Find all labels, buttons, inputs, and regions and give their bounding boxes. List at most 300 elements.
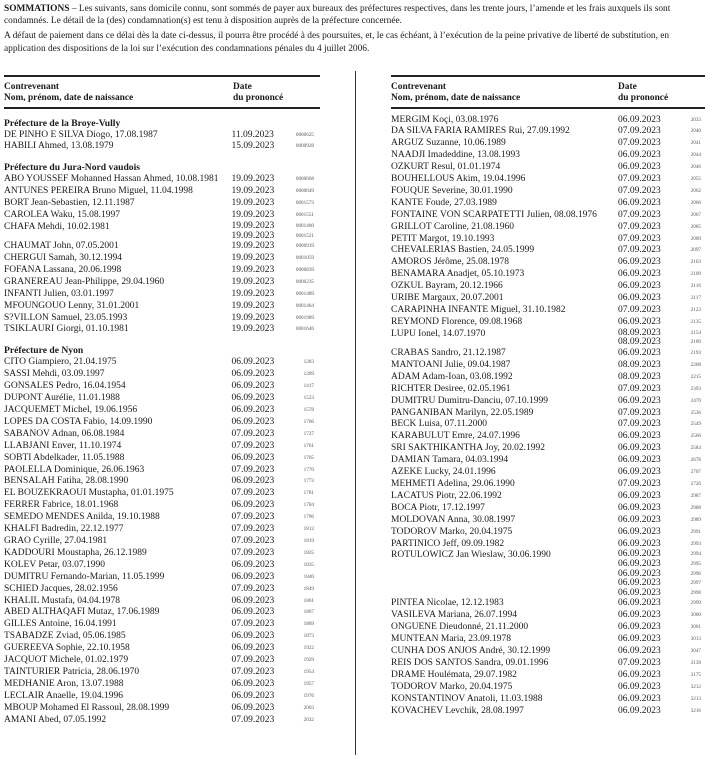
table-row — [391, 515, 708, 527]
table-row — [4, 417, 320, 429]
reference-list — [675, 479, 707, 491]
reference-number: 0001460 — [295, 222, 314, 229]
reference-list — [288, 476, 320, 488]
contrevenant-name: KOVACHEV Levchik, 28.08.1997 — [391, 705, 524, 716]
table-row — [4, 667, 320, 679]
date-prononce-list — [618, 491, 675, 503]
date-prononce-list — [232, 536, 289, 548]
reference-list — [288, 560, 320, 572]
contrevenant-name: FONTAINE VON SCARPATETTI Julien, 08.08.1976 — [391, 209, 597, 220]
reference-number: 0001464 — [295, 302, 314, 309]
table-row — [391, 150, 708, 162]
contrevenant-name: DRAMÉ Houlémata, 29.07.1982 — [391, 669, 517, 680]
contrevenant-name: BENSALAH Fatiha, 28.08.1990 — [4, 476, 129, 487]
reference-number: 1957 — [303, 680, 314, 687]
date-prononce-list — [232, 560, 289, 572]
date-prononce: 06.09.2023 — [231, 369, 275, 380]
table-row — [391, 443, 708, 455]
reference-number: 2215 — [690, 373, 701, 380]
contrevenant-name: ARGUZ Suzanne, 10.06.1989 — [391, 138, 506, 149]
table-row — [4, 691, 320, 703]
reference-number: 3213 — [690, 695, 701, 702]
contrevenant-name: CRABAS Sandro, 21.12.1987 — [391, 348, 506, 358]
date-prononce: 06.09.2023 — [618, 634, 661, 645]
contrevenant-name: LACATUS Piotr, 22.06.1992 — [391, 490, 502, 501]
date-prononce: 06.09.2023 — [618, 693, 661, 704]
date-prononce-list — [232, 393, 289, 405]
date-prononce-list — [618, 210, 675, 222]
reference-number: 0000928 — [295, 143, 314, 150]
table-row — [391, 682, 708, 694]
contrevenant-name: KARABULUT Emre, 24.07.1996 — [391, 431, 520, 442]
reference-list — [288, 441, 320, 453]
header-col1-line1: Contrevenant — [391, 82, 447, 92]
date-prononce: 06.09.2023 — [231, 571, 275, 582]
reference-number: 1727 — [303, 430, 314, 437]
reference-list — [288, 381, 320, 393]
contrevenant-name: BOCA Piotr, 17.12.1997 — [391, 502, 485, 513]
table-row — [4, 548, 320, 560]
reference-list — [675, 694, 707, 706]
date-prononce: 06.09.2023 — [618, 598, 661, 609]
reference-list — [675, 162, 707, 174]
date-prononce: 06.09.2023 — [231, 631, 275, 642]
header-col2-line2: du prononcé — [233, 92, 284, 103]
date-prononce-list — [618, 222, 675, 234]
reference-list — [288, 536, 320, 548]
reference-number: 1796 — [303, 514, 314, 521]
date-prononce: 19.09.2023 — [231, 300, 275, 311]
contrevenant-name: AMOROS Jérôme, 25.08.1978 — [391, 257, 509, 268]
reference-number: 1784 — [303, 502, 314, 509]
reference-number: 2995 — [690, 561, 701, 567]
column-divider — [355, 71, 356, 755]
date-prononce: 11.09.2023 — [231, 129, 274, 140]
date-prononce-list — [232, 572, 289, 584]
reference-list — [675, 646, 707, 658]
reference-list — [288, 141, 320, 153]
date-prononce: 19.09.2023 — [231, 288, 275, 299]
reference-list — [288, 631, 320, 643]
reference-number: 2707 — [690, 469, 701, 476]
table-row — [4, 619, 320, 631]
reference-number: 1283 — [303, 359, 314, 366]
table-row — [4, 130, 320, 142]
date-prononce: 07.09.2023 — [618, 209, 661, 220]
reference-number: 1761 — [303, 442, 314, 449]
date-prononce: 06.09.2023 — [618, 269, 661, 280]
right-column — [391, 75, 708, 717]
reference-number: 1578 — [303, 407, 314, 413]
reference-number: 1289 — [303, 371, 314, 378]
table-row — [391, 634, 708, 646]
intro-text — [4, 3, 709, 58]
reference-list — [675, 138, 707, 150]
table-row — [391, 550, 708, 598]
reference-list — [675, 384, 707, 396]
date-prononce: 06.09.2023 — [618, 395, 661, 406]
contrevenant-name: ABO YOUSSEF Mohanned Hassan Ahmed, 10.08.1981 — [4, 174, 219, 185]
table-row — [391, 281, 708, 293]
reference-list — [288, 357, 320, 369]
date-prononce-list — [618, 384, 675, 396]
date-prononce: 07.09.2023 — [618, 305, 661, 315]
date-prononce-list — [232, 253, 289, 265]
prefecture-section-title: Préfecture de Nyon — [4, 345, 84, 357]
date-prononce-list — [232, 198, 289, 210]
date-prononce-list — [232, 607, 289, 619]
date-prononce: 06.09.2023 — [231, 595, 275, 606]
reference-number: 2988 — [690, 504, 701, 511]
reference-number: 2997 — [690, 580, 701, 587]
reference-number: 1770 — [303, 466, 314, 473]
contrevenant-name: CHAUMAT John, 07.05.2001 — [4, 241, 119, 252]
contrevenant-name: CHAFA Mehdi, 10.02.1981 — [4, 221, 110, 232]
reference-list — [288, 715, 320, 727]
reference-list — [675, 305, 707, 317]
reference-number: 2135 — [690, 318, 701, 325]
reference-number: 1867 — [303, 609, 314, 616]
date-prononce: 07.09.2023 — [618, 407, 661, 418]
table-row — [4, 253, 320, 265]
reference-number: 0001059 — [295, 255, 314, 262]
table-row — [4, 393, 320, 405]
contrevenant-name: DAMIAN Tamara, 04.03.1994 — [391, 455, 509, 466]
reference-number: 2726 — [690, 480, 701, 487]
reference-number: 2584 — [690, 445, 701, 452]
contrevenant-name: LUPU Ionel, 14.07.1970 — [391, 328, 486, 339]
date-prononce-list — [618, 115, 675, 127]
reference-number: 2470 — [690, 397, 701, 404]
date-prononce: 06.09.2023 — [618, 114, 661, 125]
table-row — [4, 222, 320, 241]
date-prononce-list — [618, 467, 675, 479]
date-prononce-list — [232, 277, 289, 289]
date-prononce-list — [618, 396, 675, 408]
contrevenant-name: BENAMARA Anadjet, 05.10.1973 — [391, 269, 525, 280]
reference-list — [675, 222, 707, 234]
date-prononce: 07.09.2023 — [618, 419, 661, 430]
contrevenant-name: DUMITRU Fernando-Marian, 11.05.1999 — [4, 571, 165, 582]
date-prononce: 15.09.2023 — [231, 141, 275, 152]
reference-list — [288, 643, 320, 655]
date-prononce: 06.09.2023 — [618, 578, 661, 589]
date-prononce: 07.09.2023 — [231, 655, 275, 666]
date-prononce-list — [232, 655, 289, 667]
reference-list — [288, 289, 320, 301]
date-prononce-list — [618, 198, 675, 210]
date-prononce: 06.09.2023 — [618, 293, 661, 304]
reference-list — [675, 329, 707, 348]
contrevenant-name: CHEVALERIAS Bastien, 24.05.1999 — [391, 245, 535, 256]
table-row — [391, 503, 708, 515]
table-row — [4, 241, 320, 253]
table-row — [4, 703, 320, 715]
reference-list — [675, 115, 707, 127]
date-prononce: 07.09.2023 — [618, 383, 661, 394]
date-prononce-list — [618, 658, 675, 670]
reference-list — [288, 500, 320, 512]
reference-list — [288, 265, 320, 277]
table-row — [391, 162, 708, 174]
date-prononce: 07.09.2023 — [231, 535, 275, 546]
table-row — [391, 479, 708, 491]
reference-list — [675, 467, 707, 479]
contrevenant-name: DUPONT Aurélie, 11.01.1988 — [4, 393, 120, 404]
contrevenant-name: GUEREEVA Sophie, 22.10.1958 — [4, 643, 130, 654]
table-row — [391, 610, 708, 622]
reference-number: 2097 — [690, 247, 701, 254]
date-prononce-list — [232, 369, 289, 381]
table-row — [391, 491, 708, 503]
contrevenant-name: CAROLEA Waku, 15.08.1997 — [4, 210, 120, 221]
date-prononce-list — [232, 324, 289, 336]
date-prononce: 06.09.2023 — [231, 690, 275, 701]
contrevenant-name: ADAM Adam-Ioan, 03.08.1992 — [391, 371, 513, 382]
date-prononce: 07.09.2023 — [618, 174, 661, 185]
reference-list — [675, 317, 707, 329]
reference-list — [675, 491, 707, 503]
reference-list — [675, 527, 707, 539]
table-row — [4, 476, 320, 488]
date-prononce: 06.09.2023 — [231, 357, 275, 368]
reference-number: 2103 — [690, 259, 701, 266]
date-prononce: 06.09.2023 — [618, 669, 661, 680]
contrevenant-name: SRI SAKTHIKANTHA Joy, 20.02.1992 — [391, 443, 546, 454]
reference-list — [675, 269, 707, 281]
table-row — [4, 357, 320, 369]
reference-list — [288, 548, 320, 560]
table-row — [391, 269, 708, 281]
table-row — [391, 622, 708, 634]
header-col2-line1: Date — [233, 82, 252, 92]
date-prononce-list — [232, 596, 289, 608]
header-col2-line2: du prononcé — [618, 92, 669, 103]
contrevenant-name: REYMOND Florence, 09.08.1968 — [391, 316, 523, 327]
contrevenant-name: CITO Giampiero, 21.04.1975 — [4, 357, 117, 368]
table-row — [4, 572, 320, 584]
date-prononce: 08.09.2023 — [618, 371, 661, 382]
date-prononce-list — [232, 691, 289, 703]
contrevenant-name: S?VILLON Samuel, 23.05.1993 — [4, 312, 128, 323]
table-row — [391, 348, 708, 360]
date-prononce: 08.09.2023 — [618, 359, 661, 370]
table-row — [391, 138, 708, 150]
reference-number: 1523 — [303, 395, 314, 402]
date-prononce-list — [618, 431, 675, 443]
reference-list — [288, 572, 320, 584]
reference-number: 1781 — [303, 490, 314, 497]
reference-list — [675, 257, 707, 269]
reference-list — [675, 622, 707, 634]
table-row — [4, 560, 320, 572]
date-prononce: 06.09.2023 — [618, 681, 661, 692]
contrevenant-name: INFANTI Julien, 03.01.1997 — [4, 288, 114, 299]
date-prononce: 06.09.2023 — [618, 257, 661, 268]
contrevenant-name: URIBE Margaux, 20.07.2001 — [391, 293, 504, 304]
reference-number: 2998 — [690, 589, 701, 596]
reference-list — [675, 372, 707, 384]
contrevenant-name: GRANEREAU Jean-Philippe, 29.04.1960 — [4, 276, 165, 287]
reference-number: 1417 — [303, 383, 314, 390]
date-prononce-list — [618, 138, 675, 150]
date-prononce: 06.09.2023 — [231, 607, 275, 618]
date-prononce-list — [618, 245, 675, 257]
date-prononce-list — [618, 479, 675, 491]
right-column-body — [391, 115, 708, 718]
contrevenant-name: OZKURT Resul, 01.01.1974 — [391, 162, 501, 173]
reference-number: 3139 — [690, 659, 701, 666]
reference-number: 1873 — [303, 633, 314, 640]
date-prononce-list — [232, 222, 289, 241]
reference-list — [675, 245, 707, 257]
reference-number: 2044 — [690, 152, 701, 159]
reference-list — [288, 222, 320, 241]
reference-number: 3212 — [690, 683, 701, 690]
reference-list — [675, 408, 707, 420]
table-row — [4, 277, 320, 289]
reference-list — [675, 360, 707, 372]
contrevenant-name: SOBTI Abdelkader, 11.05.1988 — [4, 452, 125, 463]
table-row — [391, 329, 708, 348]
contrevenant-name: CHERGUI Samah, 30.12.1994 — [4, 253, 122, 264]
reference-number: 2062 — [690, 187, 701, 194]
reference-number: 2991 — [690, 528, 701, 535]
reference-list — [288, 655, 320, 667]
date-prononce-list — [232, 441, 289, 453]
contrevenant-name: JACQUOT Michele, 01.02.1979 — [4, 655, 129, 666]
date-prononce: 07.09.2023 — [231, 428, 275, 439]
date-prononce-list — [618, 527, 675, 539]
reference-list — [675, 186, 707, 198]
date-prononce-list — [618, 646, 675, 658]
prefecture-section-title: Préfecture de la Broye-Vully — [4, 117, 121, 129]
date-prononce: 06.09.2023 — [618, 559, 661, 569]
contrevenant-name: MUNTEAN Maria, 23.09.1978 — [391, 634, 512, 645]
table-row — [391, 360, 708, 372]
reference-list — [288, 210, 320, 222]
date-prononce: 07.09.2023 — [231, 440, 275, 451]
reference-list — [675, 419, 707, 431]
date-prononce: 06.09.2023 — [618, 443, 661, 454]
reference-number: 2116 — [690, 283, 701, 290]
contrevenant-name: GILLES Antoine, 16.04.1991 — [4, 619, 117, 630]
table-row — [4, 265, 320, 277]
table-row — [4, 174, 320, 186]
contrevenant-name: NAADJI Imadeddine, 13.08.1993 — [391, 150, 521, 161]
date-prononce: 08.09.2023 — [618, 327, 661, 338]
date-prononce-list — [618, 455, 675, 467]
table-row — [4, 596, 320, 608]
contrevenant-name: ONGUENE Dieudonné, 21.11.2000 — [391, 622, 529, 633]
contrevenant-name: AZEKE Lucky, 24.01.1996 — [391, 467, 496, 478]
header-col1-line1: Contrevenant — [4, 82, 60, 92]
date-prononce-list — [232, 524, 289, 536]
reference-list — [675, 598, 707, 610]
date-prononce-list — [232, 619, 289, 631]
date-prononce-list — [618, 281, 675, 293]
reference-list — [675, 281, 707, 293]
table-row — [391, 257, 708, 269]
date-prononce: 07.09.2023 — [231, 583, 275, 594]
table-row — [4, 429, 320, 441]
contrevenant-name: KOLEV Petar, 03.07.1990 — [4, 559, 106, 570]
date-prononce-list — [618, 150, 675, 162]
header-contrevenant — [4, 82, 233, 106]
date-prononce: 07.09.2023 — [231, 464, 275, 475]
date-prononce: 06.09.2023 — [618, 316, 661, 327]
date-prononce: 06.09.2023 — [618, 514, 661, 525]
table-row — [4, 512, 320, 524]
date-prononce: 19.09.2023 — [231, 198, 275, 209]
date-prononce: 07.09.2023 — [618, 233, 661, 244]
table-row — [391, 408, 708, 420]
reference-number: 2154 — [690, 329, 701, 336]
date-prononce: 07.09.2023 — [618, 245, 661, 256]
reference-list — [288, 417, 320, 429]
reference-list — [675, 610, 707, 622]
contrevenant-name: PARTINICO Jeff, 09.09.1982 — [391, 538, 505, 549]
table-row — [391, 372, 708, 384]
contrevenant-name: GRILLOT Caroline, 21.08.1960 — [391, 221, 515, 232]
table-row — [391, 198, 708, 210]
header-bottom-rule — [4, 107, 320, 109]
date-prononce-list — [618, 443, 675, 455]
date-prononce: 06.09.2023 — [231, 405, 275, 415]
date-prononce-list — [232, 643, 289, 655]
intro-paragraph-1-text: – Les suivants, sans domicile connu, sont sommés de payer aux bureaux des préfectures respectives, dans les trente jours, l’amende et les frais auxquels ils sont condamnés. Le détail de la (des) condamnation(s) est tenu à disposition auprès de la préfecture concernée. — [4, 4, 671, 27]
contrevenant-name: KHALIL Mustafa, 04.04.1978 — [4, 595, 121, 606]
date-prononce-list — [618, 598, 675, 610]
header-col1-line2: Nom, prénom, date de naissance — [4, 92, 134, 103]
date-prononce-list — [618, 694, 675, 706]
contrevenant-name: MFOUNGOUO Lenny, 31.01.2001 — [4, 300, 140, 311]
date-prononce-list — [618, 305, 675, 317]
contrevenant-name: MOLDOVAN Anna, 30.08.1997 — [391, 514, 516, 525]
reference-number: 0000839 — [295, 266, 314, 273]
table-row — [4, 313, 320, 325]
reference-list — [675, 234, 707, 246]
date-prononce-list — [232, 241, 289, 253]
table-row — [391, 245, 708, 257]
contrevenant-name: GONSALES Pedro, 16.04.1954 — [4, 381, 126, 392]
contrevenant-name: SASSI Mehdi, 03.09.1997 — [4, 369, 105, 380]
reference-list — [288, 679, 320, 691]
table-row — [391, 174, 708, 186]
date-prononce-list — [618, 706, 675, 718]
contrevenant-name: LLABJANI Enver, 11.10.1974 — [4, 440, 122, 451]
reference-list — [288, 524, 320, 536]
reference-list — [675, 150, 707, 162]
table-row — [391, 670, 708, 682]
date-prononce: 06.09.2023 — [231, 381, 275, 392]
contrevenant-name: TAINTURIER Patricia, 28.06.1970 — [4, 666, 140, 677]
reference-number: 1773 — [303, 478, 314, 485]
table-row — [391, 210, 708, 222]
contrevenant-name: MEDHANIE Aron, 13.07.1988 — [4, 678, 124, 689]
contrevenant-name: DUMITRU Dumitru-Danciu, 07.10.1999 — [391, 395, 548, 406]
table-row — [4, 643, 320, 655]
reference-number: 2996 — [690, 570, 701, 577]
date-prononce: 06.09.2023 — [618, 568, 661, 579]
contrevenant-name: MANTOANI Julie, 09.04.1987 — [391, 359, 511, 370]
contrevenant-name: KANTE Foude, 27.03.1989 — [391, 197, 497, 208]
date-prononce-list — [232, 265, 289, 277]
reference-number: 2189 — [690, 339, 701, 346]
date-prononce-list — [618, 174, 675, 186]
reference-list — [675, 174, 707, 186]
reference-number: 2003 — [303, 704, 314, 711]
